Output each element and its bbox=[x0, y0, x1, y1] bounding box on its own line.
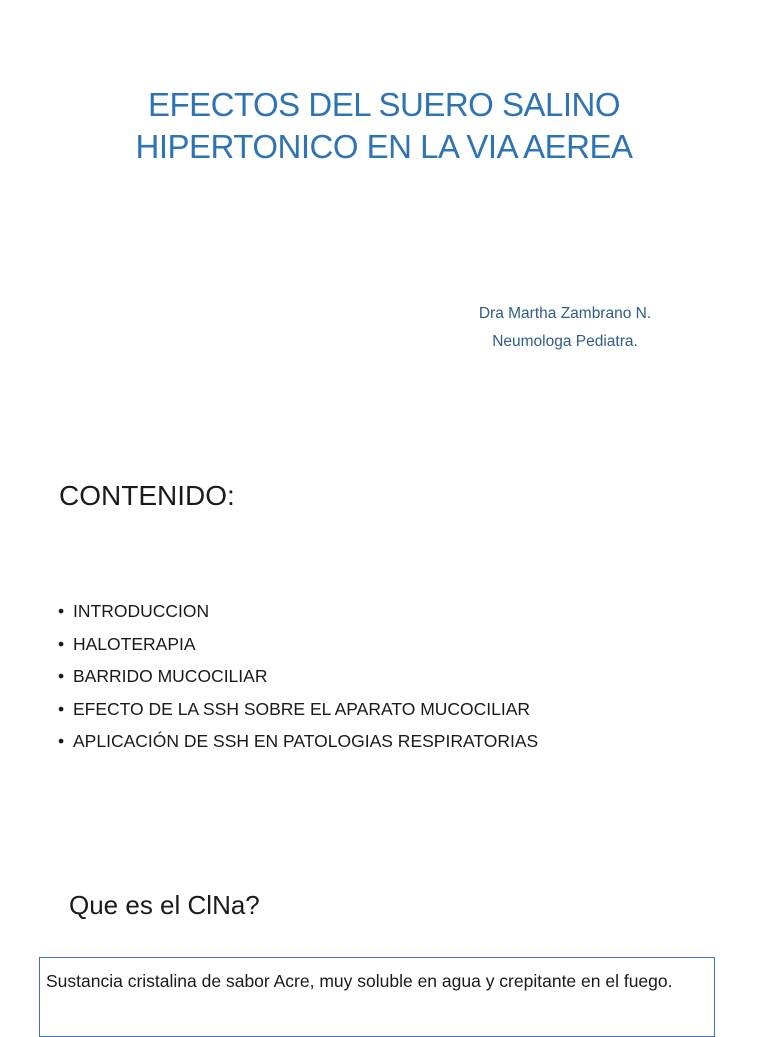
bullet-icon: • bbox=[58, 666, 65, 686]
contents-heading: CONTENIDO: bbox=[59, 480, 235, 511]
list-item bbox=[58, 595, 538, 628]
author-specialty: Neumologa Pediatra. bbox=[492, 333, 638, 350]
bullet-icon: • bbox=[58, 731, 65, 751]
slide-question: Que es el ClNa? bbox=[69, 890, 260, 920]
contents-list bbox=[58, 595, 538, 758]
author-block bbox=[440, 300, 690, 356]
presentation-title bbox=[40, 84, 728, 168]
definition-box: Sustancia cristalina de sabor Acre, muy soluble en agua y crepitante en el fuego. bbox=[39, 957, 715, 1037]
bullet-icon: • bbox=[58, 633, 65, 654]
title-slide bbox=[0, 0, 768, 440]
bullet-icon: • bbox=[58, 698, 65, 719]
list-item bbox=[58, 628, 538, 661]
author-name: Dra Martha Zambrano N. bbox=[478, 305, 652, 322]
nacl-slide bbox=[0, 840, 768, 1024]
list-item-label: EFECTO DE LA SSH SOBRE EL APARATO MUCOCILIAR bbox=[73, 698, 531, 719]
title-line-2: HIPERTONICO EN LA VIA AEREA bbox=[135, 128, 633, 165]
list-item-label: HALOTERAPIA bbox=[73, 633, 196, 654]
list-item-label: BARRIDO MUCOCILIAR bbox=[73, 666, 268, 686]
contents-slide bbox=[0, 440, 768, 840]
list-item-label: INTRODUCCION bbox=[73, 601, 210, 621]
list-item bbox=[58, 725, 538, 758]
list-item bbox=[58, 693, 538, 726]
title-line-1: EFECTOS DEL SUERO SALINO bbox=[147, 86, 621, 123]
list-item bbox=[58, 660, 538, 693]
list-item-label: APLICACIÓN DE SSH EN PATOLOGIAS RESPIRATORIAS bbox=[73, 731, 539, 751]
bullet-icon: • bbox=[58, 601, 65, 621]
